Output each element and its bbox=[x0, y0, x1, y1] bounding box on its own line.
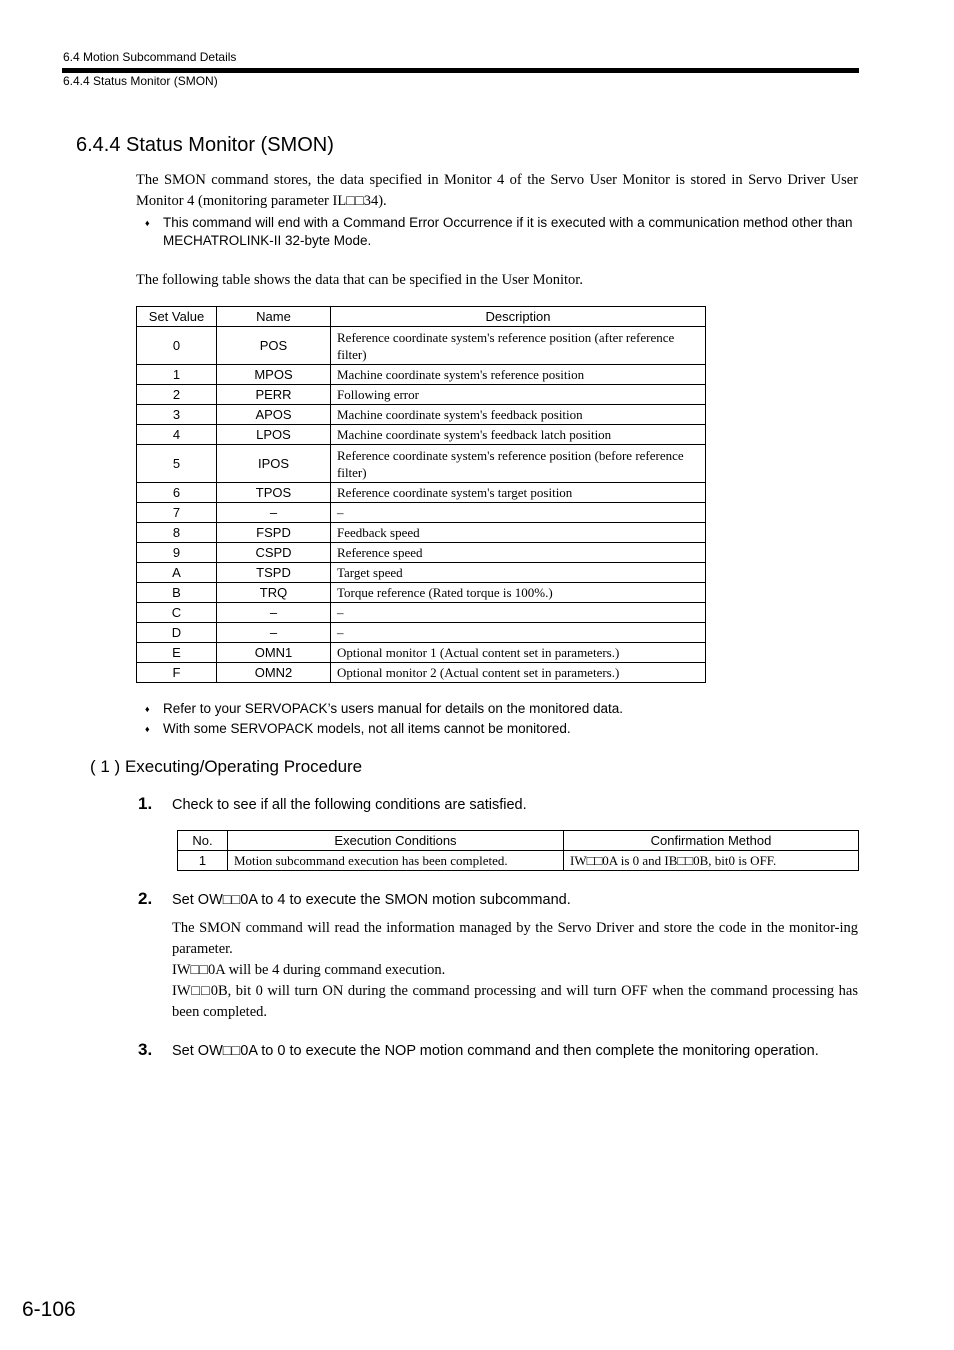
table-row bbox=[137, 405, 706, 425]
note-text: This command will end with a Command Error Occurrence if it is executed with a communication method other than MECHATROLINK-II 32-byte Mode. bbox=[163, 215, 853, 248]
monitor-description: Machine coordinate system's feedback position bbox=[331, 405, 706, 425]
table-intro: The following table shows the data that can be specified in the User Monitor. bbox=[136, 272, 583, 288]
procedure-heading: ( 1 ) Executing/Operating Procedure bbox=[90, 757, 363, 776]
explanation-paragraph: IW□□0A will be 4 during command execution. bbox=[172, 962, 446, 978]
user-monitor-table bbox=[136, 306, 706, 683]
table-row bbox=[137, 483, 706, 503]
monitor-description: Machine coordinate system's reference position bbox=[331, 365, 706, 385]
monitor-description: Feedback speed bbox=[331, 523, 706, 543]
col-header-description: Description bbox=[331, 307, 706, 327]
table-row bbox=[137, 503, 706, 523]
set-value: 4 bbox=[137, 425, 217, 445]
monitor-name: FSPD bbox=[217, 523, 331, 543]
set-value: E bbox=[137, 643, 217, 663]
explanation-paragraph: The SMON command will read the information managed by the Servo Driver and store the code in the monitor-ing parameter. bbox=[172, 920, 858, 957]
running-header-section: 6.4 Motion Subcommand Details bbox=[63, 50, 237, 64]
monitor-description: Reference speed bbox=[331, 543, 706, 563]
set-value: 8 bbox=[137, 523, 217, 543]
step-number: 2. bbox=[138, 889, 153, 908]
set-value: F bbox=[137, 663, 217, 683]
set-value: B bbox=[137, 583, 217, 603]
monitor-name: – bbox=[217, 623, 331, 643]
monitor-name: PERR bbox=[217, 385, 331, 405]
set-value: 6 bbox=[137, 483, 217, 503]
monitor-description: Reference coordinate system's reference position (before reference filter) bbox=[331, 445, 706, 483]
monitor-name: – bbox=[217, 503, 331, 523]
monitor-name: POS bbox=[217, 327, 331, 365]
monitor-name: APOS bbox=[217, 405, 331, 425]
col-header-set-value: Set Value bbox=[137, 307, 217, 327]
monitor-name: OMN1 bbox=[217, 643, 331, 663]
monitor-name: TRQ bbox=[217, 583, 331, 603]
note-bullet bbox=[145, 214, 858, 250]
execution-conditions-table bbox=[177, 830, 859, 871]
table-row bbox=[137, 445, 706, 483]
table-row bbox=[137, 365, 706, 385]
monitor-description: Reference coordinate system's reference position (after reference filter) bbox=[331, 327, 706, 365]
set-value: 7 bbox=[137, 503, 217, 523]
set-value: 1 bbox=[137, 365, 217, 385]
running-header-subsection: 6.4.4 Status Monitor (SMON) bbox=[63, 74, 218, 88]
monitor-description: Optional monitor 2 (Actual content set in parameters.) bbox=[331, 663, 706, 683]
table-row bbox=[137, 563, 706, 583]
set-value: 2 bbox=[137, 385, 217, 405]
monitor-name: TPOS bbox=[217, 483, 331, 503]
set-value: A bbox=[137, 563, 217, 583]
monitor-description: Reference coordinate system's target position bbox=[331, 483, 706, 503]
table-row bbox=[137, 385, 706, 405]
table-row bbox=[137, 523, 706, 543]
col-header-execution-conditions: Execution Conditions bbox=[228, 831, 564, 851]
monitor-description: Optional monitor 1 (Actual content set in parameters.) bbox=[331, 643, 706, 663]
step-number: 1. bbox=[138, 794, 153, 813]
monitor-description: Machine coordinate system's feedback latch position bbox=[331, 425, 706, 445]
set-value: 9 bbox=[137, 543, 217, 563]
table-row bbox=[137, 327, 706, 365]
set-value: 5 bbox=[137, 445, 217, 483]
table-row bbox=[137, 583, 706, 603]
monitor-name: OMN2 bbox=[217, 663, 331, 683]
monitor-description: – bbox=[331, 603, 706, 623]
note-bullet bbox=[145, 700, 858, 718]
explanation-paragraph: IW□□0B, bit 0 will turn ON during the command processing and will turn OFF when the command processing has been completed. bbox=[172, 983, 858, 1020]
monitor-name: MPOS bbox=[217, 365, 331, 385]
col-header-name: Name bbox=[217, 307, 331, 327]
monitor-description: Following error bbox=[331, 385, 706, 405]
table-row bbox=[178, 851, 859, 871]
table-row bbox=[137, 623, 706, 643]
table-row bbox=[137, 543, 706, 563]
condition-no: 1 bbox=[178, 851, 228, 871]
diamond-bullet-icon: ♦ bbox=[145, 704, 150, 714]
intro-paragraph: The SMON command stores, the data specified in Monitor 4 of the Servo User Monitor is stored in Servo Driver User Monitor 4 (monitoring parameter IL□□34). bbox=[136, 172, 858, 209]
monitor-name: TSPD bbox=[217, 563, 331, 583]
table-row bbox=[137, 603, 706, 623]
monitor-description: Target speed bbox=[331, 563, 706, 583]
note-text: With some SERVOPACK models, not all items cannot be monitored. bbox=[163, 721, 571, 736]
diamond-bullet-icon: ♦ bbox=[145, 218, 150, 228]
set-value: C bbox=[137, 603, 217, 623]
execution-condition: Motion subcommand execution has been completed. bbox=[228, 851, 564, 871]
monitor-name: – bbox=[217, 603, 331, 623]
set-value: 3 bbox=[137, 405, 217, 425]
diamond-bullet-icon: ♦ bbox=[145, 724, 150, 734]
table-row bbox=[137, 643, 706, 663]
col-header-confirmation-method: Confirmation Method bbox=[564, 831, 859, 851]
step-text: Set OW□□0A to 0 to execute the NOP motion command and then complete the monitoring operation. bbox=[172, 1043, 819, 1059]
step-text: Set OW□□0A to 4 to execute the SMON motion subcommand. bbox=[172, 892, 571, 908]
note-bullet bbox=[145, 720, 858, 738]
monitor-name: LPOS bbox=[217, 425, 331, 445]
step2-explanation bbox=[172, 918, 858, 1023]
monitor-description: Torque reference (Rated torque is 100%.) bbox=[331, 583, 706, 603]
set-value: 0 bbox=[137, 327, 217, 365]
monitor-description: – bbox=[331, 503, 706, 523]
monitor-name: CSPD bbox=[217, 543, 331, 563]
note-text: Refer to your SERVOPACK’s users manual for details on the monitored data. bbox=[163, 701, 623, 716]
step-number: 3. bbox=[138, 1040, 153, 1059]
set-value: D bbox=[137, 623, 217, 643]
header-rule bbox=[62, 68, 859, 73]
page-number: 6-106 bbox=[22, 1298, 76, 1321]
monitor-name: IPOS bbox=[217, 445, 331, 483]
section-title: 6.4.4 Status Monitor (SMON) bbox=[76, 134, 334, 156]
step-text: Check to see if all the following conditions are satisfied. bbox=[172, 797, 527, 813]
table-row bbox=[137, 425, 706, 445]
table-row bbox=[137, 663, 706, 683]
confirmation-method: IW□□0A is 0 and IB□□0B, bit0 is OFF. bbox=[564, 851, 859, 871]
col-header-no: No. bbox=[178, 831, 228, 851]
monitor-description: – bbox=[331, 623, 706, 643]
